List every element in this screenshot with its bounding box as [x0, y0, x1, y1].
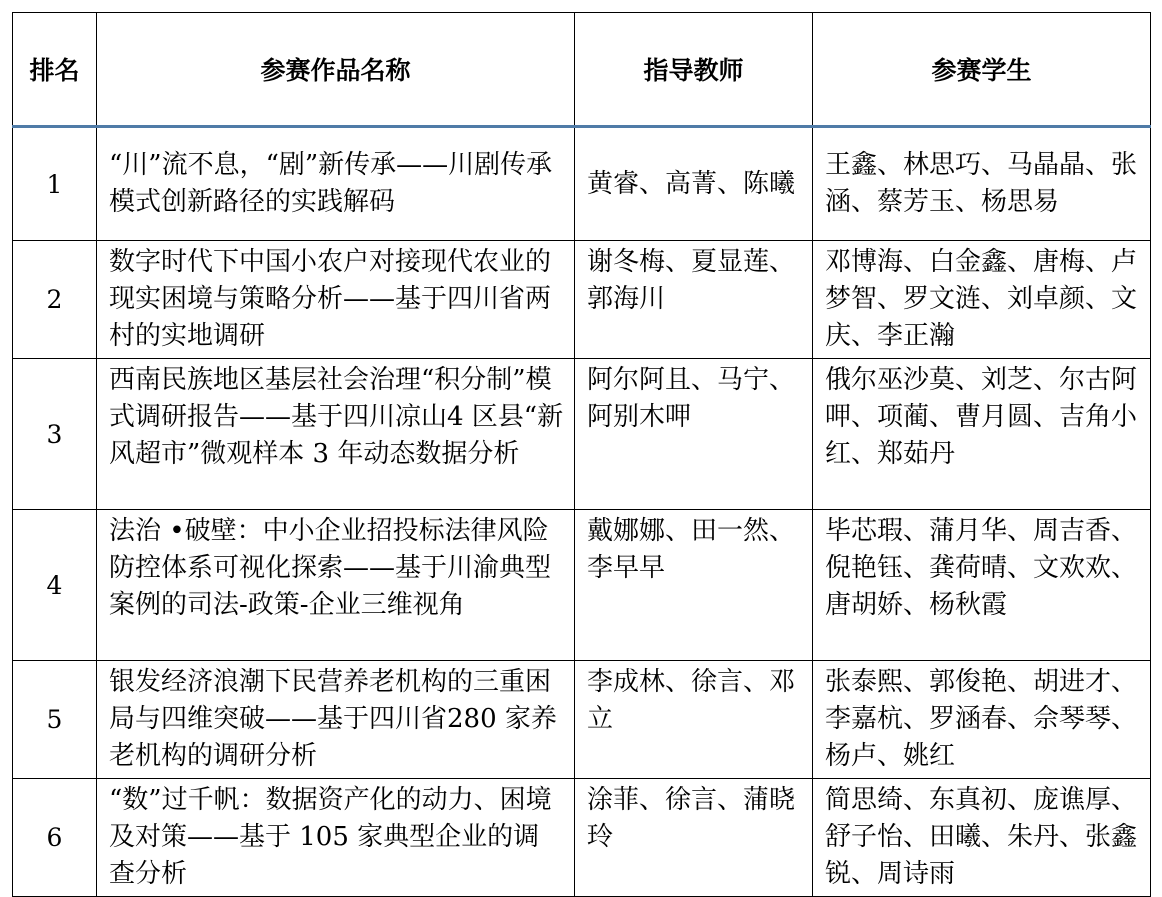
title-cell: 法治 •破壁：中小企业招投标法律风险防控体系可视化探索——基于川渝典型案例的司法-政策-企业三维视角	[97, 510, 575, 661]
student-cell: 王鑫、林思巧、马晶晶、张涵、蔡芳玉、杨思易	[813, 127, 1151, 241]
table-row	[13, 127, 1151, 241]
student-cell: 俄尔巫沙莫、刘芝、尔古阿呷、项蔺、曹月圆、吉角小红、郑茹丹	[813, 359, 1151, 510]
teacher-cell: 李成林、徐言、邓立	[575, 661, 813, 779]
header-title: 参赛作品名称	[97, 13, 575, 127]
teacher-cell: 谢冬梅、夏显莲、郭海川	[575, 241, 813, 359]
table-body	[13, 127, 1151, 897]
student-cell: 邓博海、白金鑫、唐梅、卢梦智、罗文涟、刘卓颜、文庆、李正瀚	[813, 241, 1151, 359]
rank-cell: 4	[13, 510, 97, 661]
rank-cell: 3	[13, 359, 97, 510]
header-students: 参赛学生	[813, 13, 1151, 127]
title-cell: 西南民族地区基层社会治理“积分制”模式调研报告——基于四川凉山4 区县“新风超市”微观样本 3 年动态数据分析	[97, 359, 575, 510]
student-cell: 简思绮、东真初、庞谯厚、舒子怡、田曦、朱丹、张鑫锐、周诗雨	[813, 779, 1151, 897]
table-row	[13, 661, 1151, 779]
teacher-cell: 阿尔阿且、马宁、阿别木呷	[575, 359, 813, 510]
rank-cell: 5	[13, 661, 97, 779]
award-table	[12, 12, 1151, 897]
table-row	[13, 359, 1151, 510]
table-header	[13, 13, 1151, 127]
title-cell: 银发经济浪潮下民营养老机构的三重困局与四维突破——基于四川省280 家养老机构的调研分析	[97, 661, 575, 779]
header-teacher: 指导教师	[575, 13, 813, 127]
header-row	[13, 13, 1151, 127]
title-cell: “川”流不息，“剧”新传承——川剧传承模式创新路径的实践解码	[97, 127, 575, 241]
rank-cell: 6	[13, 779, 97, 897]
title-cell: “数”过千帆：数据资产化的动力、困境及对策——基于 105 家典型企业的调查分析	[97, 779, 575, 897]
rank-cell: 2	[13, 241, 97, 359]
teacher-cell: 戴娜娜、田一然、李早早	[575, 510, 813, 661]
teacher-cell: 涂菲、徐言、蒲晓玲	[575, 779, 813, 897]
title-cell: 数字时代下中国小农户对接现代农业的现实困境与策略分析——基于四川省两村的实地调研	[97, 241, 575, 359]
student-cell: 张泰熙、郭俊艳、胡进才、李嘉杭、罗涵春、佘琴琴、杨卢、姚红	[813, 661, 1151, 779]
table-row	[13, 779, 1151, 897]
teacher-cell: 黄睿、高菁、陈曦	[575, 127, 813, 241]
table-row	[13, 241, 1151, 359]
student-cell: 毕芯瑕、蒲月华、周吉香、倪艳钰、龚荷晴、文欢欢、唐胡娇、杨秋霞	[813, 510, 1151, 661]
table-row	[13, 510, 1151, 661]
rank-cell: 1	[13, 127, 97, 241]
header-rank: 排名	[13, 13, 97, 127]
